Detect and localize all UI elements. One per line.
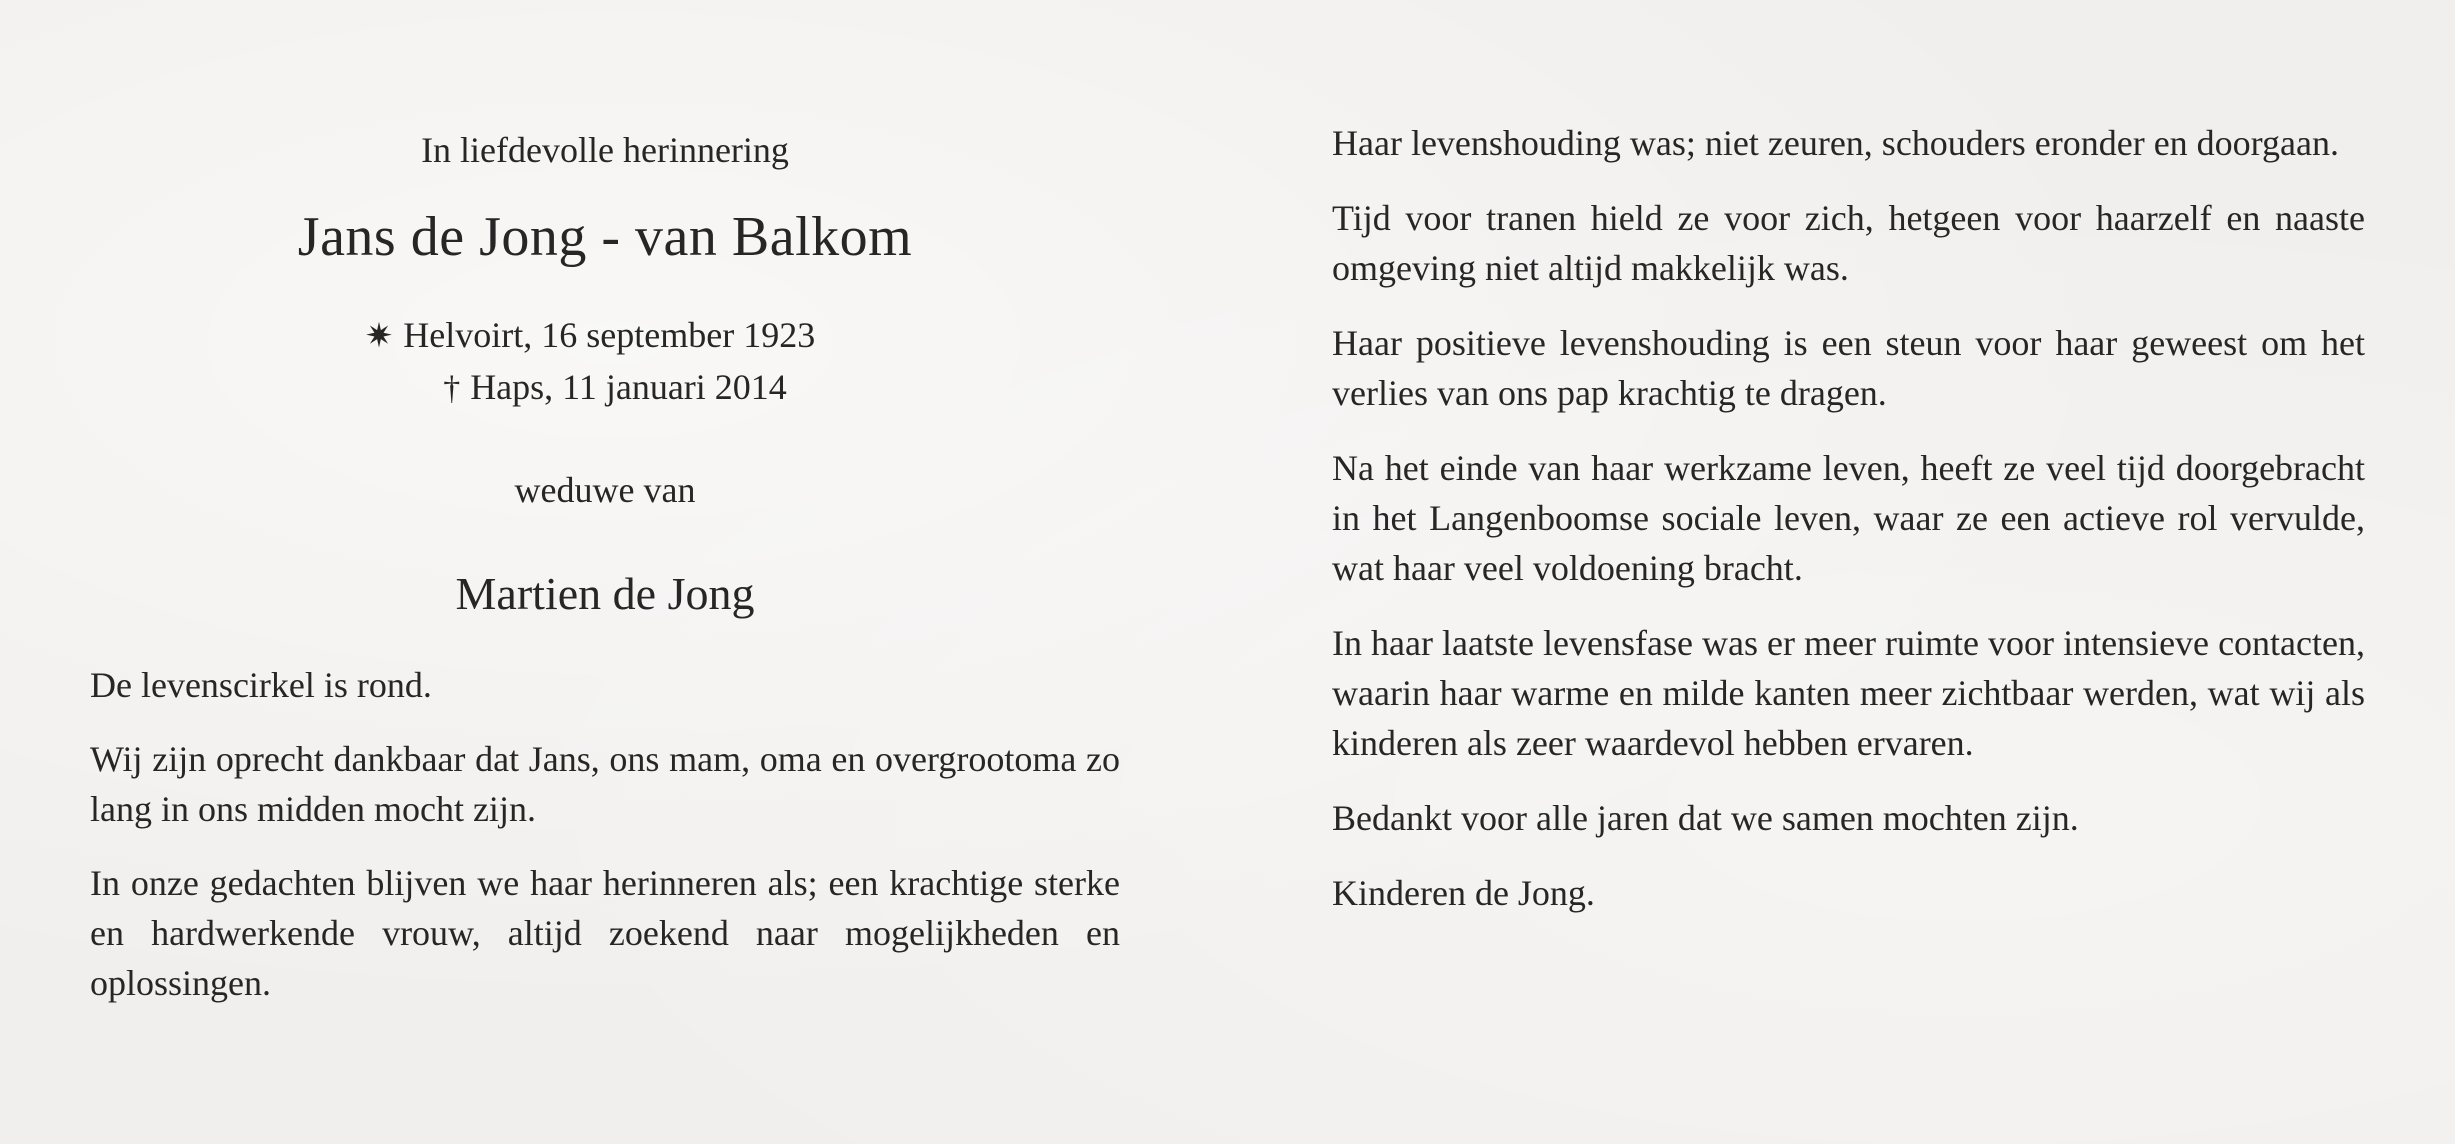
right-paragraph: In haar laatste levensfase was er meer ruimte voor intensieve contacten, waarin haar warme en milde kanten meer zichtbaar werden, wat wij als kinderen als zeer waardevol hebben ervaren. — [1332, 623, 2365, 763]
life-dates — [90, 310, 1120, 414]
right-page — [1227, 0, 2455, 1144]
death-row — [100, 362, 1130, 414]
deceased-name: Jans de Jong - van Balkom — [297, 206, 913, 268]
signature-line: Kinderen de Jong. — [1332, 873, 1595, 913]
intro-text: In liefdevolle herinnering — [421, 130, 789, 170]
left-paragraph: Wij zijn oprecht dankbaar dat Jans, ons mam, oma en overgrootoma zo lang in ons midden mocht zijn. — [90, 739, 1120, 829]
widow-label: weduwe van — [514, 470, 696, 510]
right-paragraph: Tijd voor tranen hield ze voor zich, hetgeen voor haarzelf en naaste omgeving niet altijd makkelijk was. — [1332, 198, 2365, 288]
spouse-name: Martien de Jong — [455, 568, 755, 619]
death-text: Haps, 11 januari 2014 — [470, 367, 787, 407]
right-paragraph: Bedankt voor alle jaren dat we samen mochten zijn. — [1332, 798, 2079, 838]
left-page — [0, 0, 1227, 1144]
right-paragraph: Haar levenshouding was; niet zeuren, schouders eronder en doorgaan. — [1332, 123, 2339, 163]
left-paragraph: In onze gedachten blijven we haar herinneren als; een krachtige sterke en hardwerkende vrouw, altijd zoekend naar mogelijkheden en oplossingen. — [90, 863, 1120, 1003]
birth-row — [75, 310, 1105, 362]
left-paragraph: De levenscirkel is rond. — [90, 665, 432, 705]
heading-block — [90, 128, 1120, 622]
death-cross-icon: † — [443, 370, 461, 407]
right-paragraph: Na het einde van haar werkzame leven, heeft ze veel tijd doorgebracht in het Langenboomse sociale leven, waar ze een actieve rol vervulde, wat haar veel voldoening bracht. — [1332, 448, 2365, 588]
left-body-text — [90, 660, 1120, 1032]
right-paragraph: Haar positieve levenshouding is een steun voor haar geweest om het verlies van ons pap krachtig te dragen. — [1332, 323, 2365, 413]
right-body-text — [1332, 118, 2365, 943]
birth-star-icon: ✷ — [364, 318, 394, 355]
birth-text: Helvoirt, 16 september 1923 — [403, 315, 816, 355]
